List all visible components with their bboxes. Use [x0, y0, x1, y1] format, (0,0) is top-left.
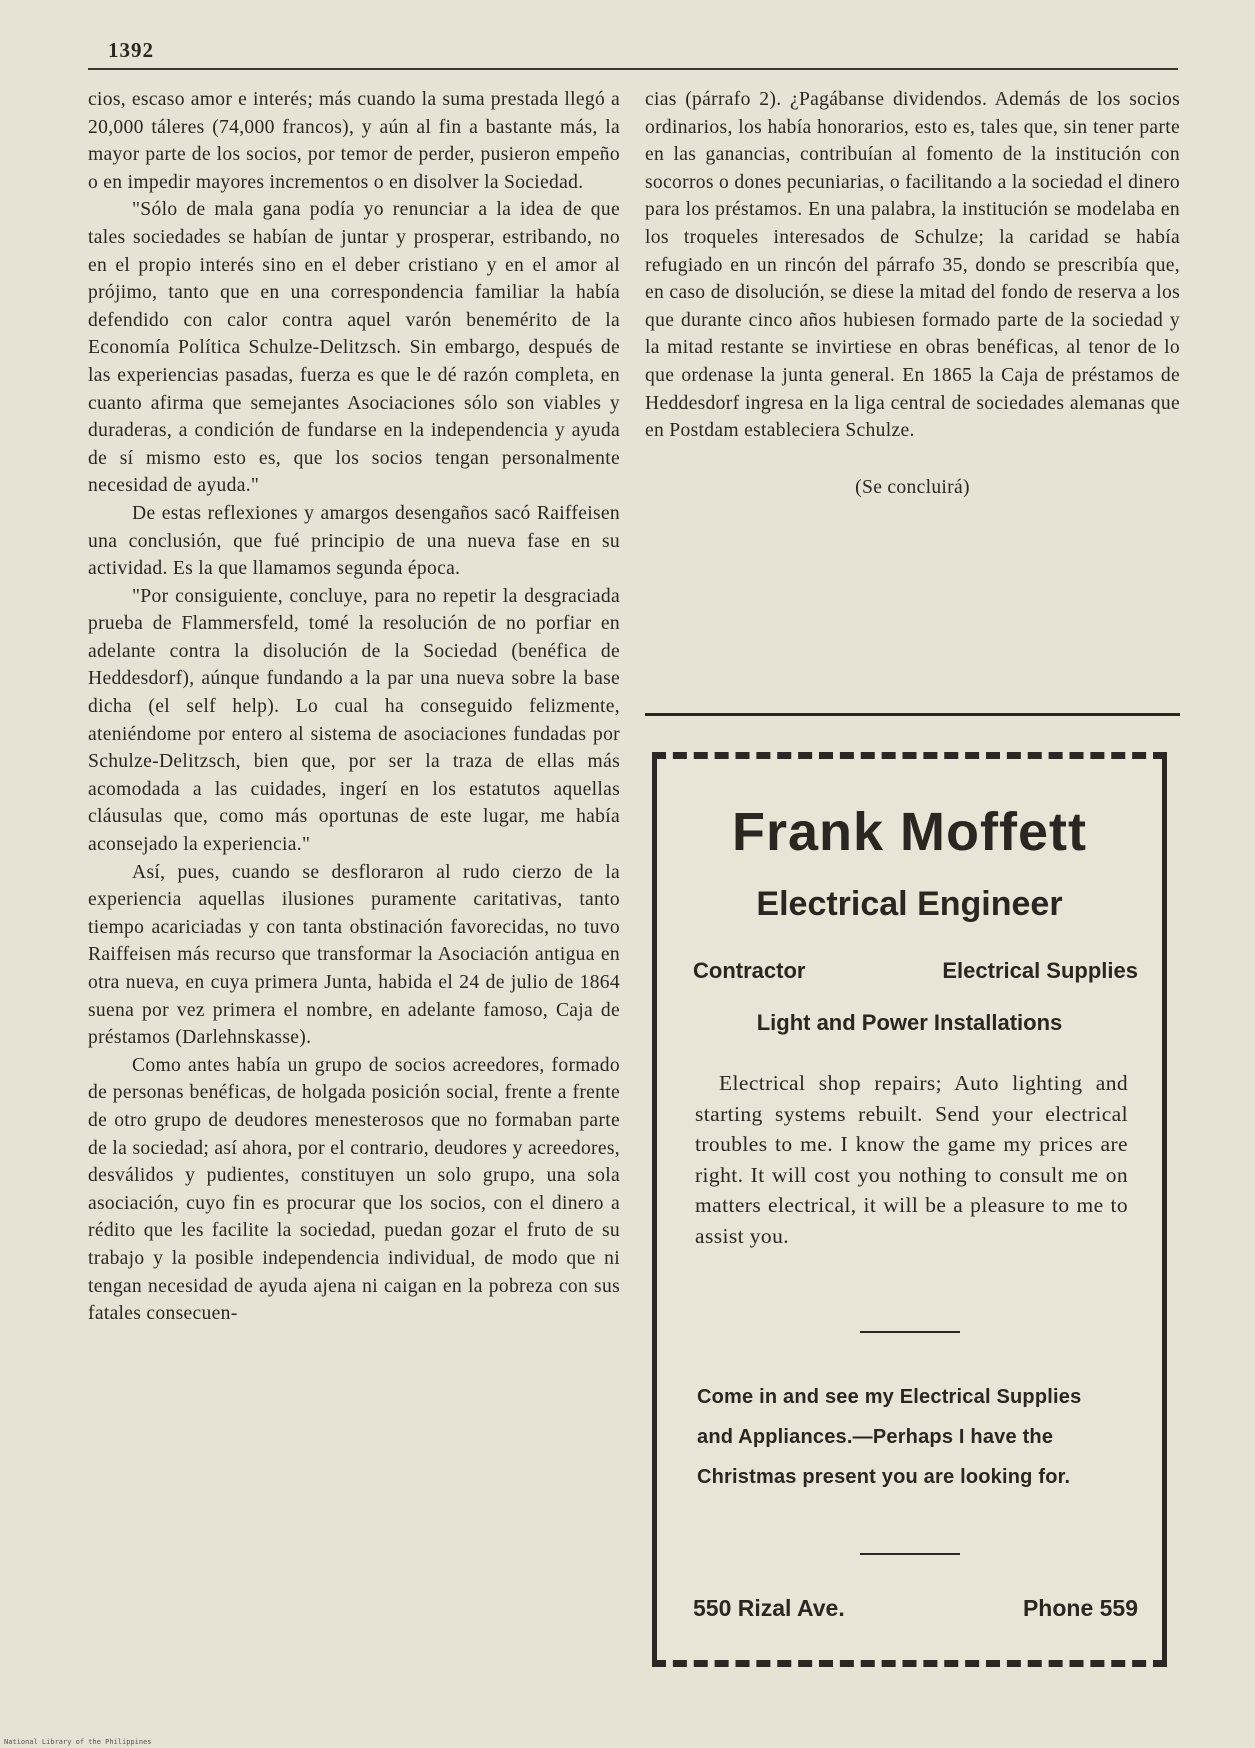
ad-footer: [693, 1595, 1138, 1622]
ad-cta-line: and Appliances.—Perhaps I have the: [697, 1426, 1054, 1448]
ad-title: Electrical Engineer: [756, 885, 1063, 923]
ad-cta-line: Come in and see my Electrical Supplies: [697, 1386, 1082, 1408]
continues-note: (Se concluirá): [855, 476, 970, 498]
article-paragraph: Como antes había un grupo de socios acreedores, formado de personas benéficas, de holgada posición social, frente a frente de otro grupo de deudores menesterosos que no formaban parte de la sociedad; así ahora, por el contrario, deudores y acreedores, desválidos y pudientes, constituyen un solo grupo, una sola asociación, cuyo fin es procurar que los socios, con el dinero a rédito que les facilite la sociedad, puedan gozar el fruto de su trabajo y la posible independencia individual, de modo que ni tengan necesidad de ayuda ajena ni caigan en la pobreza con sus fatales consecuen-: [88, 1054, 620, 1325]
page-number: 1392: [108, 38, 154, 62]
header-rule: [88, 68, 1178, 70]
article-paragraph: cias (párrafo 2). ¿Pagábanse dividendos. Además de los socios ordinarios, los había honorarios, esto es, tales que, sin tener parte en las ganancias, contribuían al fomento de la institución con socorros o dones pecuniarias, o facilitando a la sociedad el dinero para los préstamos. En una palabra, la institución se modelaba en los troqueles interesados de Schulze; la caridad se había refugiado en un rincón del párrafo 35, dondo se prescribía que, en caso de disolución, se diese la mitad del fondo de reserva a los que durante cinco años hubiesen formado parte de la sociedad y la mitad restante se invirtiese en obras benéficas, al tenor de lo que ordenase la junta general. En 1865 la Caja de préstamos de Heddesdorf ingresa en la liga central de sociedades alemanas que en Postdam estableciera Schulze.: [645, 89, 1180, 442]
ad-phone: Phone 559: [1022, 1595, 1138, 1621]
article-paragraph: cios, escaso amor e interés; más cuando la suma prestada llegó a 20,000 táleres (74,000 francos), y aún al fin a bastante más, la mayor parte de los socios, por temor de perder, pusieron empeño o en impedir mayores incrementos o en disolver la Sociedad.: [88, 89, 620, 193]
ad-address: 550 Rizal Ave.: [693, 1595, 845, 1621]
ad-body: Electrical shop repairs; Auto lighting and starting systems rebuilt. Send your electrical troubles to me. I know the game my prices are right. It will cost you nothing to consult me on matters electrical, it will be a pleasure to me to assist you.: [695, 1071, 1128, 1248]
scan-credit: National Library of the Philippines: [4, 1738, 152, 1746]
ad-subtitle: Light and Power Installations: [756, 1010, 1063, 1035]
section-separator: [645, 713, 1180, 716]
ad-cta-line: Christmas present you are looking for.: [697, 1466, 1071, 1488]
ad-divider: [860, 1553, 960, 1555]
ad-service-left: Contractor: [693, 958, 806, 983]
article-paragraph: Así, pues, cuando se desfloraron al rudo cierzo de la experiencia aquellas ilusiones puramente caritativas, tanto tiempo acariciadas y con tanta obstinación favorecidas, no tuvo Raiffeisen más recurso que transformar la Asociación antigua en otra nueva, en cuya primera Junta, habida el 24 de julio de 1864 suena por vez primera el nombre, en adelante famoso, Caja de préstamos (Darlehnskasse).: [88, 861, 620, 1049]
right-column: [645, 86, 1180, 499]
ad-name: Frank Moffett: [732, 802, 1087, 862]
ad-services: [693, 958, 1138, 984]
left-column: [88, 86, 620, 1328]
article-paragraph: "Sólo de mala gana podía yo renunciar a la idea de que tales sociedades se habían de juntar y prosperar, estribando, no en el propio interés sino en el deber cristiano y en el amor al prójimo, tanto que en una correspondencia familiar la había defendido con calor contra aquel varón benemérito de la Economía Política Schulze-Delitzsch. Sin embargo, después de las experiencias pasadas, fuerza es que le dé razón completa, en cuanto afirma que semejantes Asociaciones sólo son viables y duraderas, a condición de fundarse en la independencia y ayuda de sí mismo esto es, que los socios tengan personalmente necesidad de ayuda.": [88, 199, 620, 497]
advertisement: [652, 752, 1167, 1667]
article-paragraph: De estas reflexiones y amargos desengaños sacó Raiffeisen una conclusión, que fué principio de una nueva fase en su actividad. Es la que llamamos segunda época.: [88, 502, 620, 580]
ad-divider: [860, 1331, 960, 1333]
ad-service-right: Electrical Supplies: [942, 958, 1138, 983]
ad-call-to-action: [697, 1377, 1128, 1497]
article-paragraph: "Por consiguiente, concluye, para no repetir la desgraciada prueba de Flammersfeld, tomé la resolución de no porfiar en adelante contra la disolución de la Sociedad (benéfica de Heddesdorf), aúnque fundando a la par una nueva sobre la base dicha (el self help). Lo cual ha conseguido felizmente, ateniéndome por entero al sistema de asociaciones fundadas por Schulze-Delitzsch, bien que, por ser la traza de ellas más acomodada a las cuidades, ingerí en los estatutos aquellas cláusulas que, como más oportunas de este lugar, me había aconsejado la experiencia.": [88, 585, 620, 856]
